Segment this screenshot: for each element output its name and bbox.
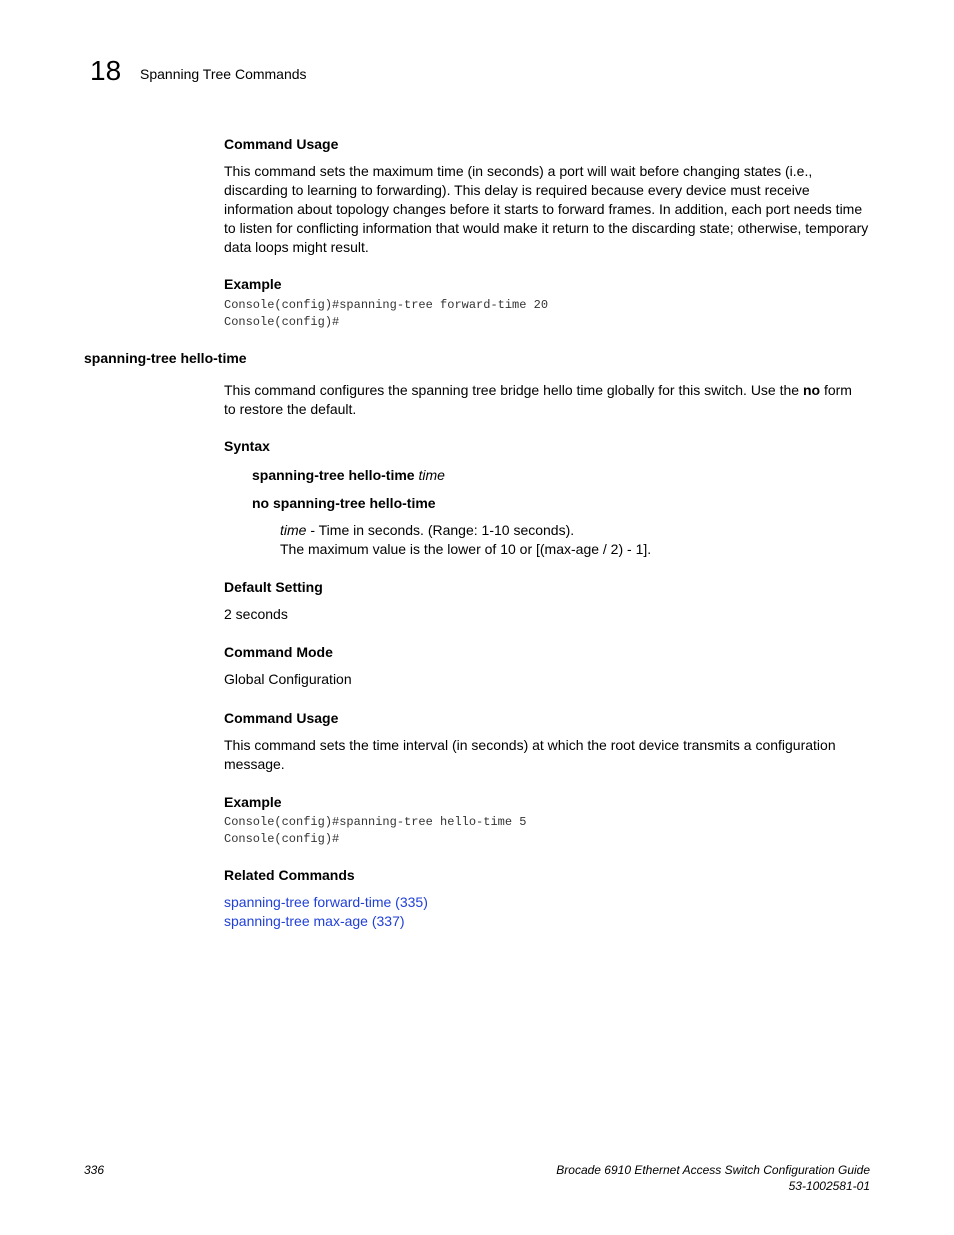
example-code-1: Console(config)#spanning-tree forward-time 20 Console(config)# xyxy=(224,298,549,329)
chapter-title: Spanning Tree Commands xyxy=(140,66,307,82)
param-name: time xyxy=(280,522,307,538)
syntax1-command: spanning-tree hello-time xyxy=(252,467,415,483)
related-link-max-age[interactable]: spanning-tree max-age (337) xyxy=(224,913,405,929)
description-post: form to restore the default. xyxy=(224,382,852,417)
example-code-2: Console(config)#spanning-tree hello-time 5 Console(config)# xyxy=(224,815,527,846)
usage-text-2: This command sets the time interval (in seconds) at which the root device transmits a configuration message. xyxy=(224,737,836,772)
param-description xyxy=(280,521,574,540)
usage-text-1: This command sets the maximum time (in seconds) a port will wait before changing states (i.e., discarding to learning to forwarding). This delay is required because every device must receive information about topology changes before it starts to forward frames. In addition, each port needs time to listen for conflicting information that would make it return to the discarding state; otherwise, temporary data loops might result. xyxy=(224,163,869,255)
example-heading-2: Example xyxy=(224,794,282,810)
page-number: 336 xyxy=(84,1163,105,1177)
description-no-keyword: no xyxy=(802,382,821,398)
mode-heading: Command Mode xyxy=(224,644,333,660)
chapter-number: 18 xyxy=(90,55,122,86)
related-link-forward-time[interactable]: spanning-tree forward-time (335) xyxy=(224,894,428,910)
command-description xyxy=(224,381,864,419)
example-heading-1: Example xyxy=(224,276,282,292)
param-text: - Time in seconds. (Range: 1-10 seconds). xyxy=(306,522,575,538)
default-value: 2 seconds xyxy=(224,606,288,622)
param-note: The maximum value is the lower of 10 or [(max-age / 2) - 1]. xyxy=(280,541,652,557)
usage-heading-1: Command Usage xyxy=(224,136,339,152)
syntax1-param: time xyxy=(418,467,445,483)
guide-title: Brocade 6910 Ethernet Access Switch Configuration Guide xyxy=(556,1163,870,1177)
syntax-heading: Syntax xyxy=(224,438,270,454)
command-name: spanning-tree hello-time xyxy=(84,350,247,366)
doc-number: 53-1002581-01 xyxy=(788,1179,870,1193)
mode-value: Global Configuration xyxy=(224,671,352,687)
default-heading: Default Setting xyxy=(224,579,323,595)
usage-heading-2: Command Usage xyxy=(224,710,339,726)
syntax-line-1 xyxy=(252,466,445,485)
description-pre: This command configures the spanning tree bridge hello time globally for this switch. Use the xyxy=(224,382,803,398)
syntax-line-2: no spanning-tree hello-time xyxy=(252,495,436,511)
related-heading: Related Commands xyxy=(224,867,355,883)
